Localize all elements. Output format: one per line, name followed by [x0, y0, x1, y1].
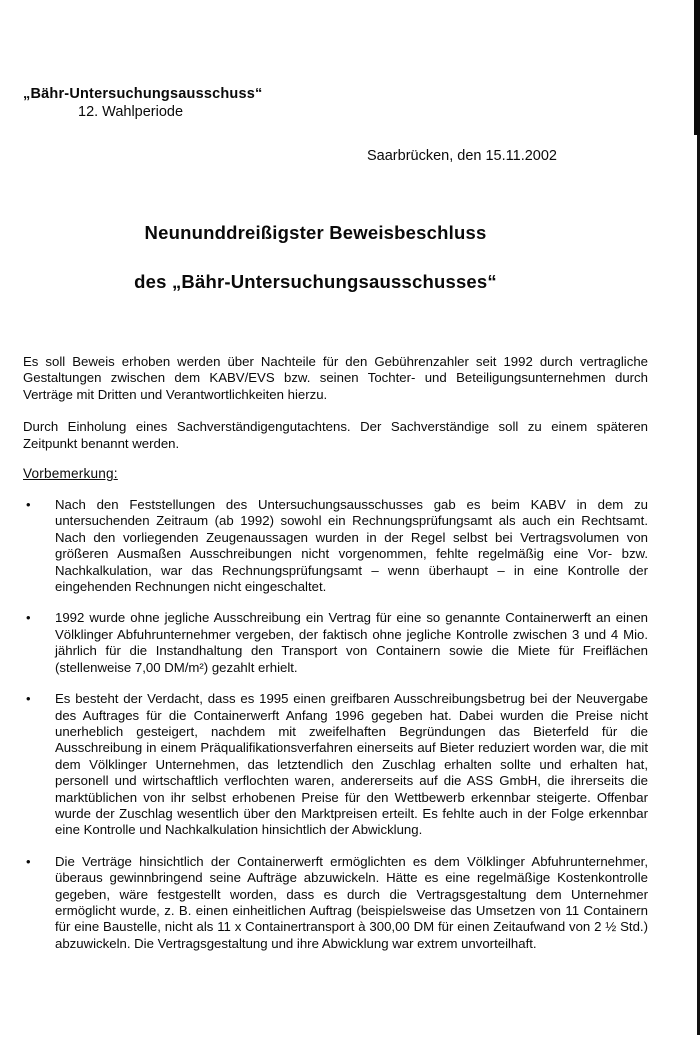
list-item: [23, 610, 648, 676]
bullet-icon: •: [26, 610, 31, 626]
remarks-list: [23, 497, 648, 952]
list-item: [23, 497, 648, 595]
section-heading: Vorbemerkung:: [23, 466, 118, 482]
committee-name: „Bähr-Untersuchungsausschuss“: [23, 86, 263, 102]
legislative-period: 12. Wahlperiode: [78, 104, 184, 120]
document-title-line2: des „Bähr-Untersuchungsausschusses“: [134, 271, 497, 292]
list-item-text: Die Verträge hinsichtlich der Containerwerft ermöglichten es dem Völklinger Abfuhrunternehmer, überaus gewinnbringend seine Aufträge abzuwickeln. Hätte es eine regelmäßige Kostenkontrolle gegeben, wäre festgestellt worden, dass es durch die Vertragsgestaltung dem Unternehmer ermöglicht wurde, z. B. einen einheitlichen Auftrag (beispielsweise das Umsetzen von 11 Containern für eine Baustelle, nicht als 11 x Containertransport à 300,00 DM für einen Zeitaufwand von 2 ½ Std.) abzuwickeln. Die Vertragsgestaltung und ihre Abwicklung war extrem unvorteilhaft.: [55, 853, 648, 951]
list-item-text: Es besteht der Verdacht, dass es 1995 einen greifbaren Ausschreibungsbetrug bei der Neuvergabe des Auftrages für die Containerwerft Anfang 1996 gegeben hat. Dabei wurden die Preise nicht unerheblich gesteigert, nachdem mit zweifelhaften Begründungen das Bieterfeld für die Ausschreibung in einem Präqualifikationsverfahren einerseits auf Bieter reduziert worden war, die mit dem Völklinger Unternehmen, das letztendlich den Zuschlag erhalten sollte und erhalten hat, personell und wirtschaftlich verflochten waren, andererseits auf die ASS GmbH, die ihrerseits die marktüblichen von ihr selbst erhobenen Preise für den Wettbewerb erkennbar steigerte. Offenbar wurde der Zuschlag wesentlich über den Marktpreisen erteilt. Es fehlte auch in der Folge erkennbar eine Kontrolle und Nachkalkulation hinsichtlich der Abwicklung.: [55, 691, 648, 838]
scan-edge-artifact-top: [694, 0, 700, 135]
document-title-line1: Neununddreißigster Beweisbeschluss: [144, 222, 487, 243]
intro-paragraph: Es soll Beweis erhoben werden über Nachteile für den Gebührenzahler seit 1992 durch vertragliche Gestaltungen zwischen dem KABV/EVS bzw. seinen Tochter- und Beteiligungsunternehmen durch Verträge mit Dritten und Verantwortlichkeiten hierzu.: [23, 354, 648, 402]
document-content: [23, 0, 648, 952]
list-item: [23, 691, 648, 839]
list-item-text: Nach den Feststellungen des Untersuchungsausschusses gab es beim KABV in dem zu untersuchenden Zeitraum (ab 1992) sowohl ein Rechnungsprüfungsamt als auch ein Rechtsamt. Nach den vorliegenden Zeugenaussagen wurden in der Regel selbst bei Vertragsvolumen von größeren Ausmaßen Ausschreibungen nicht vorgenommen, fehlte regelmäßig eine Vor- bzw. Nachkalkulation, war das Rechnungsprüfungsamt – wenn überhaupt – in eine Kontrolle der eingehenden Rechnungen nicht eingeschaltet.: [55, 497, 648, 595]
bullet-icon: •: [26, 853, 31, 869]
document-header: [23, 0, 648, 121]
bullet-icon: •: [26, 497, 31, 513]
list-item: [23, 854, 648, 952]
dateline: Saarbrücken, den 15.11.2002: [367, 148, 557, 164]
document-title: [23, 222, 608, 293]
expert-opinion-paragraph: Durch Einholung eines Sachverständigengutachtens. Der Sachverständige soll zu einem späteren Zeitpunkt benannt werden.: [23, 419, 648, 451]
list-item-text: 1992 wurde ohne jegliche Ausschreibung ein Vertrag für eine so genannte Containerwerft an einen Völklinger Abfuhrunternehmer vergeben, der faktisch ohne jegliche Kontrolle zwischen 3 und 4 Mio. jährlich für die Instandhaltung den Transport von Containern sowie die Miete für Freiflächen (stellenweise 7,00 DM/m²) gezahlt erhielt.: [55, 610, 648, 675]
bullet-icon: •: [26, 691, 31, 707]
